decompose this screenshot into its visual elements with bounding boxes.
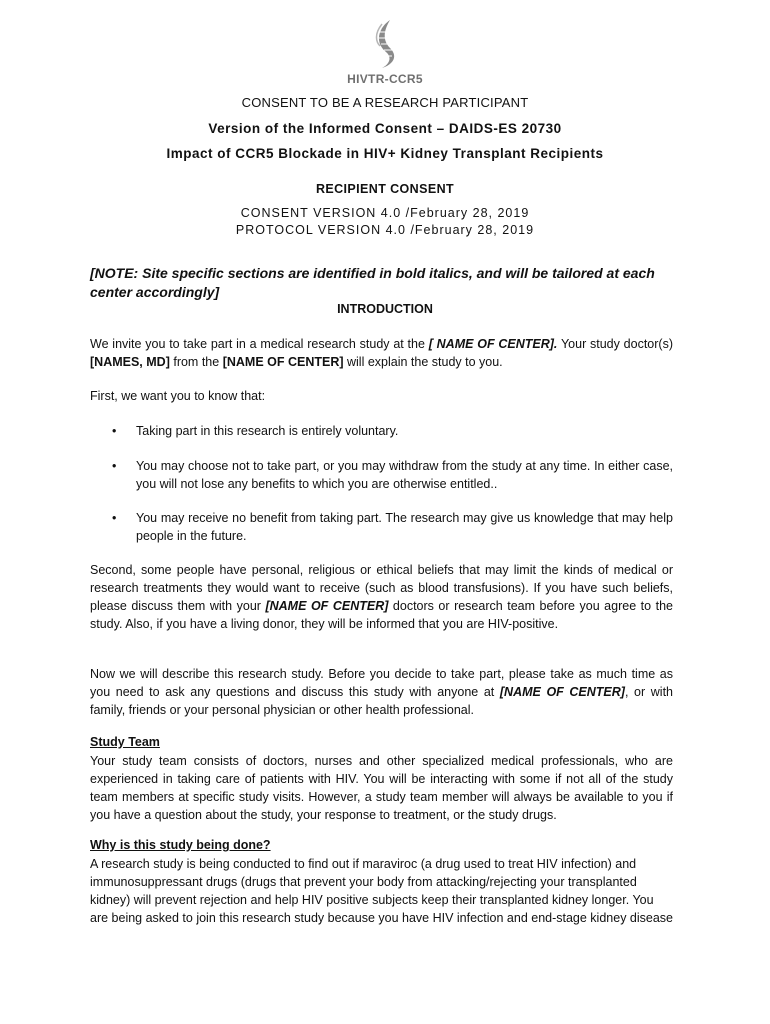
placeholder-names: [NAMES, MD] [90,355,170,369]
version-block [90,205,680,239]
study-title: Impact of CCR5 Blockade in HIV+ Kidney Transplant Recipients [166,146,604,161]
helix-logo-icon [368,18,402,70]
text-run: We invite you to take part in a medical research study at the [90,337,425,351]
placeholder-center: [ NAME OF CENTER]. [428,337,558,351]
bullet-text: Taking part in this research is entirely voluntary. [136,424,399,438]
bullet-item [90,509,673,545]
logo-text: HIVTR-CCR5 [347,72,423,86]
text-run: from the [173,355,220,369]
bullet-text: You may receive no benefit from taking part. The research may give us knowledge that may help people in the future. [136,511,673,543]
text-run: doctors or research team before you agree to the study. Also, if you have a living donor, they will be informed that you are HIV-positive. [90,599,673,631]
text-run: Now we will describe this research study. Before you decide to take part, please take as much time as you need to ask any questions and discuss this study with anyone at [90,667,673,699]
why-study-heading: Why is this study being done? [90,838,271,852]
site-specific-note: [NOTE: Site specific sections are identified in bold italics, and will be tailored at each center accordingly] [90,265,655,300]
text-run: Your study doctor(s) [560,337,673,351]
version-line: Version of the Informed Consent – DAIDS-ES 20730 [208,121,562,136]
placeholder-center: [NAME OF CENTER] [265,599,389,613]
bullet-dot: • [112,459,117,473]
placeholder-center: [NAME OF CENTER] [222,355,344,369]
intro-paragraph-1 [90,335,673,371]
introduction-heading: INTRODUCTION [337,302,433,316]
text-run: will explain the study to you. [347,355,503,369]
recipient-consent-heading: RECIPIENT CONSENT [315,182,455,196]
intro-paragraph-3 [90,561,673,633]
bullet-item [90,457,673,493]
placeholder-center: [NAME OF CENTER] [499,685,625,699]
bullet-item [90,422,673,440]
text-run: Second, some people have personal, religious or ethical beliefs that may limit the kinds of medical or research treatments they would want to receive (such as blood transfusions). If you have such beliefs, please discuss them with your [90,563,673,613]
consent-title: CONSENT TO BE A RESEARCH PARTICIPANT [241,95,529,110]
bullet-dot: • [112,424,117,438]
bullet-text: You may choose not to take part, or you may withdraw from the study at any time. In either case, you will not lose any benefits to which you are otherwise entitled.. [136,459,673,491]
bullet-dot: • [112,511,117,525]
consent-version: CONSENT VERSION 4.0 /February 28, 2019 [240,206,530,220]
intro-paragraph-2: First, we want you to know that: [90,389,266,403]
text-run: , or with family, friends or your personal physician or other health professional. [90,685,673,717]
protocol-version: PROTOCOL VERSION 4.0 /February 28, 2019 [235,223,535,237]
study-team-heading: Study Team [90,735,160,749]
study-team-paragraph: Your study team consists of doctors, nurses and other specialized medical professionals, who are experienced in taking care of patients with HIV. You will be interacting with some if not all of the study team members at specific study visits. However, a study team member will always be available to you if you have a question about the study, your response to treatment, or the study drugs. [90,754,673,822]
intro-paragraph-4 [90,665,673,719]
why-study-paragraph: A research study is being conducted to find out if maraviroc (a drug used to treat HIV infection) and immunosuppressant drugs (drugs that prevent your body from attacking/rejecting your transplanted kidney) will prevent rejection and help HIV positive subjects keep their transplanted kidney longer. You are being asked to join this research study because you have HIV infection and end-stage kidney disease [90,857,674,925]
hivtr-logo [340,18,430,86]
